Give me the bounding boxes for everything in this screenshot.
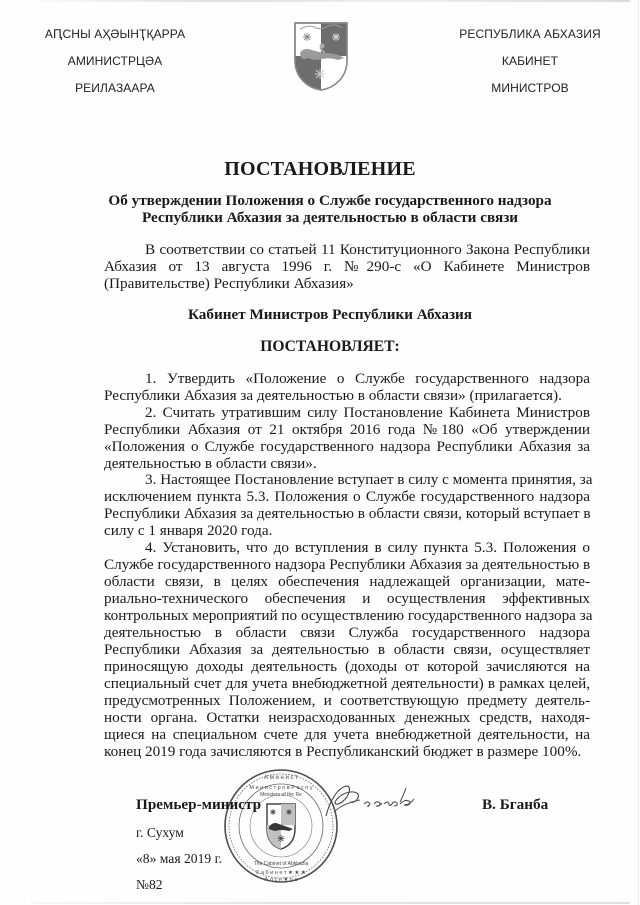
letterhead-abkhaz (30, 21, 200, 102)
resolves-heading: ПОСТАНОВЛЯЕТ: (260, 338, 400, 355)
svg-text:К а б и н е т ★ ★ ★: К а б и н е т ★ ★ ★ (256, 870, 306, 876)
scan-edge-top (40, 0, 630, 2)
svg-text:А м и н и с т: А м и н и с т (264, 775, 298, 781)
svg-text:The Cabinet of Abkhazia: The Cabinet of Abkhazia (253, 861, 309, 867)
item-line: конец 2019 года зачисляются в Республиканский бюджет в размере 100%. (104, 743, 582, 760)
resolution-item-2 (104, 404, 590, 472)
item-line: приносящую доходы деятельность (доходы от которой зачисляются на (104, 658, 590, 675)
subtitle-line: Об утверждении Положения о Службе государственного надзора (108, 192, 552, 209)
scan-edge-right (638, 0, 639, 905)
scan-edge-bottom (30, 902, 630, 904)
resolution-item-1 (104, 370, 590, 404)
item-line: 2. Считать утратившим силу Постановление Кабинета Министров (145, 404, 590, 421)
item-line: специальный счет для учета внебюджетной деятельности) в рамках целей, (104, 675, 590, 692)
issue-city: г. Сухум (136, 825, 184, 840)
item-line: области связи, в целях обеспечения надлежащей организации, мате- (104, 573, 590, 590)
document-number: №82 (136, 877, 163, 892)
item-line: Республики Абхазия от 21 октября 2016 года №180 «Об утверждении (104, 421, 590, 438)
preamble-line: Абхазия от 13 августа 1996 г. №290-с «О Кабинете Министров (104, 258, 590, 275)
item-line: Республики Абхазия за деятельностью в области связи, который вступает в (104, 505, 591, 522)
issuing-body: Кабинет Министров Республики Абхазия (187, 306, 473, 323)
document-title: ПОСТАНОВЛЕНИЕ (224, 158, 416, 180)
letterhead-right-line: РЕСПУБЛИКА АБХАЗИЯ (459, 27, 601, 41)
signatory-position: Премьер-министр (136, 796, 262, 813)
item-line: риально-технического обеспечения и осуществления эффективных (104, 590, 590, 607)
item-line: 1. Утвердить «Положение о Службе государственного надзора (145, 370, 590, 387)
letterhead-right-line: КАБИНЕТ (501, 54, 559, 68)
item-line: силу с 1 января 2020 года. (104, 522, 273, 539)
item-line: 4. Установить, что до вступления в силу пункта 5.3. Положения о (145, 539, 590, 556)
preamble-line: В соответствии со статьей 11 Конституционного Закона Республики (145, 241, 590, 258)
item-line: Республики Абхазия за деятельностью в области связи» (прилагается). (104, 387, 562, 404)
letterhead-right-line: МИНИСТРОВ (491, 81, 569, 95)
preamble-line: (Правительстве) Республики Абхазия» (104, 275, 354, 292)
svg-text:М и н и с т р о в Р е с п у: М и н и с т р о в Р е с п у (249, 785, 313, 791)
item-line: 3. Настоящее Постановление вступает в силу с момента принятия, за (145, 471, 593, 488)
handwritten-signature-icon (320, 782, 435, 822)
letterhead-left-line: АԤСНЫ АҲӘЫНҬҚАРРА (44, 27, 186, 41)
item-line: деятельностью в области связи». (104, 455, 317, 472)
svg-text:Ministers of the Re: Ministers of the Re (260, 792, 302, 798)
signatory-name: В. Бганба (482, 796, 549, 813)
resolution-item-4 (104, 539, 593, 760)
letterhead-left-line: АМИНИСТРЦӘА (67, 54, 163, 68)
letterhead-left-line: РЕИЛАЗААРА (75, 81, 155, 95)
letterhead-russian (440, 21, 620, 102)
coat-of-arms-icon (292, 20, 350, 92)
item-line: контрольных мероприятий по осуществлению государственного надзора за (104, 607, 593, 624)
preamble-paragraph (104, 241, 590, 292)
item-line: предусмотренных Положением, и соответствующую предмету деятель- (104, 692, 590, 709)
resolution-item-3 (104, 471, 593, 539)
item-line: деятельностью в области связи Служба государственного надзора (104, 624, 590, 641)
item-line: Службе государственного надзора Республики Абхазия за деятельностью в (104, 556, 591, 573)
svg-text:А л с н ★ р а: А л с н ★ р а (264, 877, 298, 883)
document-subtitle (100, 192, 560, 226)
item-line: щиеся на специальном счете для учета внебюджетной деятельности, на (104, 726, 590, 743)
item-line: исключением пункта 5.3. Положения о Службе государственного надзора (104, 488, 590, 505)
item-line: Республики Абхазия за деятельностью в области связи, осуществляет (104, 641, 590, 658)
item-line: ности органа. Остатки неизрасходованных денежных средств, находя- (104, 709, 590, 726)
item-line: «Положения о Службе государственного надзора Республики Абхазия за (104, 438, 590, 455)
subtitle-line: Республики Абхазия за деятельностью в области связи (141, 209, 519, 226)
issue-date: «8» мая 2019 г. (136, 851, 223, 866)
